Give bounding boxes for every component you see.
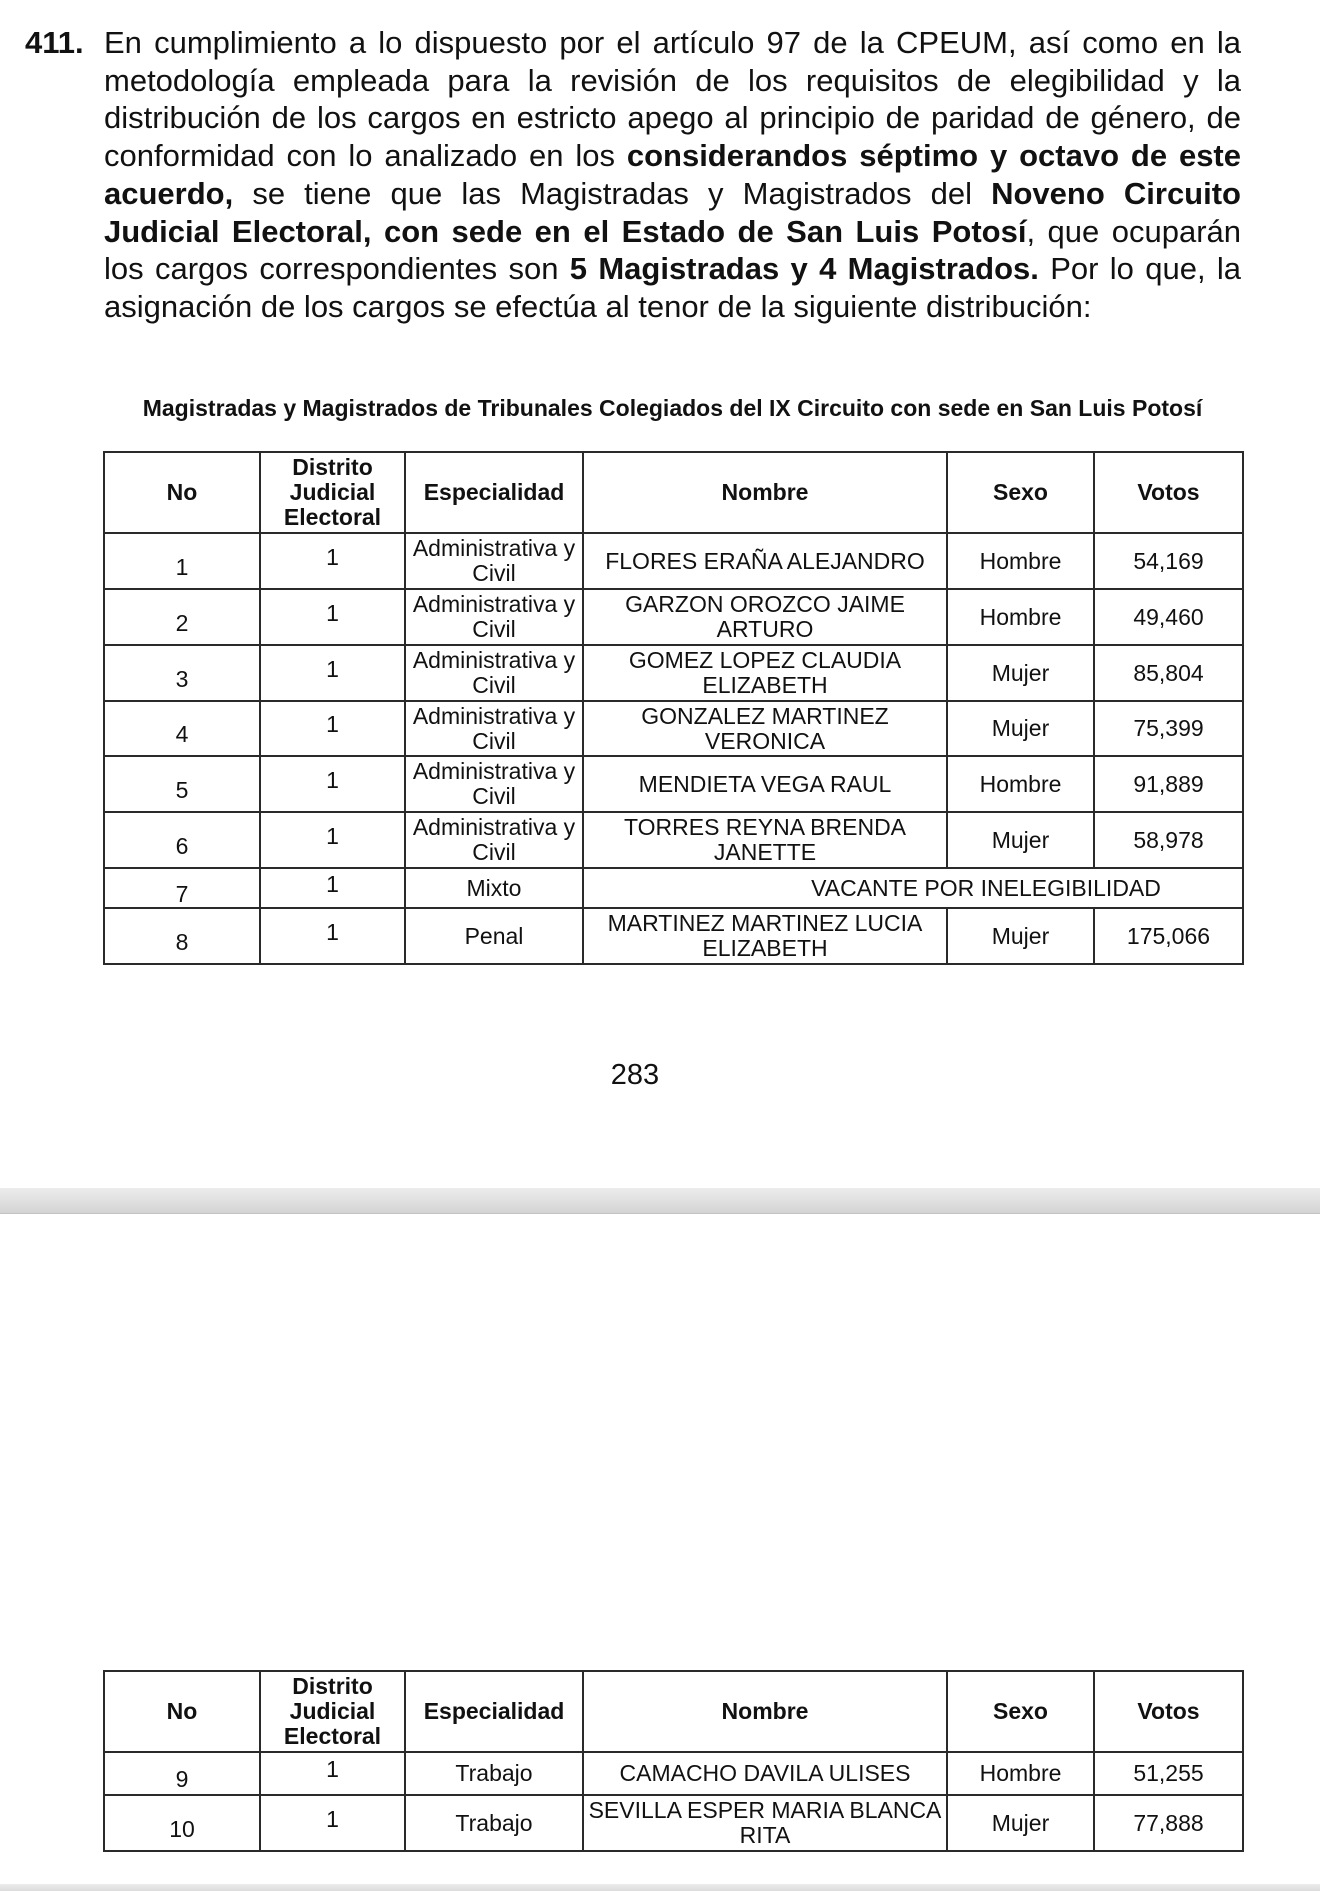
table-row <box>104 533 1243 589</box>
cell-no: 9 <box>104 1752 260 1795</box>
cell-votos: 75,399 <box>1094 701 1243 756</box>
table-title: Magistradas y Magistrados de Tribunales Colegiados del IX Circuito con sede en San Luis Potosí <box>142 395 1203 421</box>
cell-distrito: 1 <box>260 1795 405 1851</box>
cell-distrito: 1 <box>260 589 405 645</box>
paragraph-number: 411. <box>25 25 84 60</box>
header-especialidad: Especialidad <box>405 452 583 533</box>
cell-nombre: GONZALEZ MARTINEZ VERONICA <box>583 701 947 756</box>
cell-distrito: 1 <box>260 812 405 868</box>
header-no: No <box>104 452 260 533</box>
paragraph-bold-run: Noveno Circuito Judicial Electoral, con sede en el Estado de San Luis Potosí <box>104 175 1241 249</box>
cell-distrito: 1 <box>260 645 405 701</box>
paragraph-bold-run: 5 Magistradas y 4 Magistrados. <box>569 251 1039 287</box>
table-header-row <box>104 1671 1243 1752</box>
table-header-row <box>104 452 1243 533</box>
cell-no: 8 <box>104 908 260 964</box>
header-especialidad: Especialidad <box>405 1671 583 1752</box>
cell-no: 2 <box>104 589 260 645</box>
paragraph-run: , que ocuparán los cargos correspondientes son <box>104 213 1241 287</box>
cell-vacante: VACANTE POR INELEGIBILIDAD <box>583 868 1243 908</box>
header-sexo: Sexo <box>947 1671 1094 1752</box>
cell-votos: 51,255 <box>1094 1752 1243 1795</box>
cell-distrito: 1 <box>260 908 405 964</box>
cell-especialidad: Trabajo <box>405 1795 583 1851</box>
cell-no: 3 <box>104 645 260 701</box>
cell-sexo: Hombre <box>947 533 1094 589</box>
cell-sexo: Mujer <box>947 812 1094 868</box>
cell-nombre: GOMEZ LOPEZ CLAUDIA ELIZABETH <box>583 645 947 701</box>
cell-votos: 175,066 <box>1094 908 1243 964</box>
cell-distrito: 1 <box>260 1752 405 1795</box>
cell-especialidad: Administrativa y Civil <box>405 812 583 868</box>
cell-distrito: 1 <box>260 701 405 756</box>
cell-especialidad: Trabajo <box>405 1752 583 1795</box>
cell-sexo: Hombre <box>947 756 1094 812</box>
paragraph-run: En cumplimiento a lo dispuesto por el artículo 97 de la CPEUM, así como en la metodología empleada para la revisión de los requisitos de elegibilidad y la distribución de los cargos en estricto apego al principio de paridad de género, de conformidad con lo analizado en los <box>104 25 1241 174</box>
header-votos: Votos <box>1094 452 1243 533</box>
header-distrito: Distrito Judicial Electoral <box>260 1671 405 1752</box>
cell-distrito: 1 <box>260 756 405 812</box>
cell-especialidad: Administrativa y Civil <box>405 701 583 756</box>
cell-nombre: CAMACHO DAVILA ULISES <box>583 1752 947 1795</box>
cell-no: 10 <box>104 1795 260 1851</box>
cell-votos: 85,804 <box>1094 645 1243 701</box>
cell-sexo: Mujer <box>947 908 1094 964</box>
table-row <box>104 868 1243 908</box>
header-nombre: Nombre <box>583 452 947 533</box>
table-row <box>104 589 1243 645</box>
cell-no: 5 <box>104 756 260 812</box>
cell-distrito: 1 <box>260 533 405 589</box>
table-row <box>104 701 1243 756</box>
paragraph-bold-run: considerandos séptimo y octavo de este acuerdo, <box>104 138 1241 211</box>
cell-no: 7 <box>104 868 260 908</box>
cell-nombre: GARZON OROZCO JAIME ARTURO <box>583 589 947 645</box>
cell-especialidad: Administrativa y Civil <box>405 589 583 645</box>
header-no: No <box>104 1671 260 1752</box>
table-row <box>104 908 1243 964</box>
cell-sexo: Mujer <box>947 701 1094 756</box>
cell-especialidad: Penal <box>405 908 583 964</box>
paragraph-run: Por lo que, la asignación de los cargos se efectúa al tenor de la siguiente distribución: <box>104 251 1242 324</box>
header-nombre: Nombre <box>583 1671 947 1752</box>
page-number: 283 <box>610 1059 660 1091</box>
header-sexo: Sexo <box>947 452 1094 533</box>
table-row <box>104 756 1243 812</box>
table-row <box>104 812 1243 868</box>
cell-nombre: TORRES REYNA BRENDA JANETTE <box>583 812 947 868</box>
cell-sexo: Hombre <box>947 1752 1094 1795</box>
cell-sexo: Mujer <box>947 1795 1094 1851</box>
page-bottom-edge <box>0 1884 1320 1891</box>
page-separator <box>0 1188 1320 1214</box>
cell-nombre: SEVILLA ESPER MARIA BLANCA RITA <box>583 1795 947 1851</box>
cell-no: 4 <box>104 701 260 756</box>
cell-votos: 49,460 <box>1094 589 1243 645</box>
table-row <box>104 1752 1243 1795</box>
cell-votos: 54,169 <box>1094 533 1243 589</box>
cell-especialidad: Administrativa y Civil <box>405 533 583 589</box>
cell-votos: 77,888 <box>1094 1795 1243 1851</box>
magistrates-table-part-2 <box>103 1670 1244 1852</box>
cell-no: 6 <box>104 812 260 868</box>
cell-especialidad: Administrativa y Civil <box>405 645 583 701</box>
cell-votos: 91,889 <box>1094 756 1243 812</box>
cell-nombre: MENDIETA VEGA RAUL <box>583 756 947 812</box>
table-row <box>104 1795 1243 1851</box>
header-votos: Votos <box>1094 1671 1243 1752</box>
cell-especialidad: Administrativa y Civil <box>405 756 583 812</box>
cell-sexo: Mujer <box>947 645 1094 701</box>
cell-sexo: Hombre <box>947 589 1094 645</box>
table-row <box>104 645 1243 701</box>
cell-especialidad: Mixto <box>405 868 583 908</box>
paragraph-run: se tiene que las Magistradas y Magistrados del <box>233 175 992 211</box>
cell-nombre: FLORES ERAÑA ALEJANDRO <box>583 533 947 589</box>
paragraph-text <box>104 24 1241 326</box>
cell-votos: 58,978 <box>1094 812 1243 868</box>
magistrates-table-part-1 <box>103 451 1244 965</box>
header-distrito: Distrito Judicial Electoral <box>260 452 405 533</box>
cell-distrito: 1 <box>260 868 405 908</box>
cell-nombre: MARTINEZ MARTINEZ LUCIA ELIZABETH <box>583 908 947 964</box>
cell-no: 1 <box>104 533 260 589</box>
